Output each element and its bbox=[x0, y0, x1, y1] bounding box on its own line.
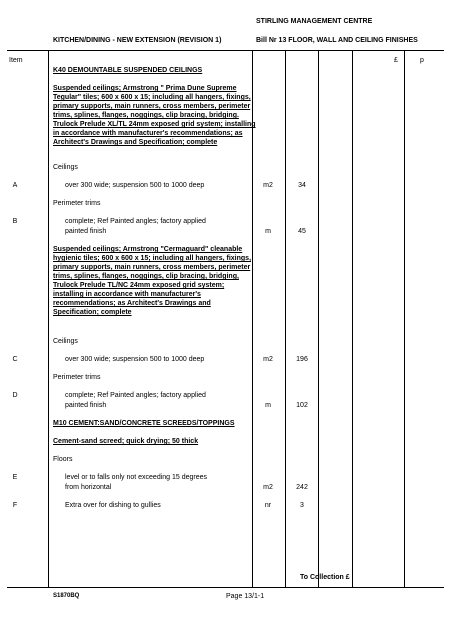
subheading-perimeter-trims-2: Perimeter trims bbox=[53, 374, 101, 381]
item-c-unit: m2 bbox=[263, 356, 273, 363]
item-a-unit: m2 bbox=[263, 182, 273, 189]
col-divider-pounds bbox=[404, 50, 405, 587]
item-d-description-line1: complete; Ref Painted angles; factory applied bbox=[65, 392, 206, 399]
item-b-description-line2: painted finish bbox=[65, 228, 107, 235]
item-a-description: over 300 wide; suspension 500 to 1000 deep bbox=[65, 182, 205, 189]
item-d-description-line2: painted finish bbox=[65, 402, 107, 409]
col-header-pence: p bbox=[420, 57, 424, 64]
section-m10-title: M10 CEMENT:SAND/CONCRETE SCREEDS/TOPPINGS bbox=[53, 420, 235, 427]
spec-cermaguard: Suspended ceilings; Armstrong "Cermaguard" cleanable hygienic tiles; 600 x 600 x 15; including all hangers, fixings, primary supports, main runners, cross members, perimeter trims, splines, flanges, noggings, clip bracing, bridging, Trulock Prelude TL/NC 24mm exposed grid system; installing in accordance with manufacturer's recommendations; as Architect's Drawings and Specification; complete bbox=[53, 246, 252, 316]
header-rule bbox=[7, 50, 444, 51]
item-b-unit: m bbox=[265, 228, 271, 235]
collection-rule bbox=[7, 587, 444, 588]
item-code-d: D bbox=[12, 392, 18, 399]
item-f-unit: nr bbox=[264, 502, 272, 509]
page-number: Page 13/1-1 bbox=[226, 593, 265, 600]
subheading-floors: Floors bbox=[53, 456, 73, 463]
item-e-quantity: 242 bbox=[296, 484, 308, 491]
col-header-pounds: £ bbox=[394, 57, 398, 64]
to-collection-label: To Collection £ bbox=[300, 574, 350, 581]
subheading-perimeter-trims: Perimeter trims bbox=[53, 200, 101, 207]
col-header-item: Item bbox=[9, 57, 23, 64]
item-code-a: A bbox=[12, 182, 18, 189]
item-d-quantity: 102 bbox=[296, 402, 308, 409]
item-f-description: Extra over for dishing to gullies bbox=[65, 502, 161, 509]
item-e-description-line1: level or to falls only not exceeding 15 degrees bbox=[65, 474, 208, 481]
item-b-description-line1: complete; Ref Painted angles; factory applied bbox=[65, 218, 206, 225]
item-c-quantity: 196 bbox=[296, 356, 308, 363]
spec-prima-dune: Suspended ceilings; Armstrong " Prima Dune Supreme Tegular" tiles; 600 x 600 x 15; including all hangers, fixings, primary supports, main runners, cross members, perimeter trims, splines, flanges, noggings, clip bracing, bridging. Trulock Prelude XL/TL 24mm exposed grid system; installing in accordance with manufacturer's recommendations; as Architect's Drawings and Specification; complete bbox=[53, 85, 256, 146]
item-d-unit: m bbox=[265, 402, 271, 409]
project-title: KITCHEN/DINING - NEW EXTENSION (REVISION 1) bbox=[53, 37, 222, 44]
item-code-b: B bbox=[12, 218, 18, 225]
bill-title: Bill Nr 13 FLOOR, WALL AND CEILING FINISHES bbox=[256, 37, 418, 44]
section-k40-title: K40 DEMOUNTABLE SUSPENDED CEILINGS bbox=[53, 67, 203, 74]
item-e-description-line2: from horizontal bbox=[65, 484, 112, 491]
item-c-description: over 300 wide; suspension 500 to 1000 deep bbox=[65, 356, 205, 363]
item-code-c: C bbox=[12, 356, 18, 363]
item-e-unit: m2 bbox=[263, 484, 273, 491]
item-code-e: E bbox=[12, 474, 18, 481]
col-divider-qty bbox=[318, 50, 319, 587]
item-b-quantity: 45 bbox=[298, 228, 306, 235]
subheading-ceilings: Ceilings bbox=[53, 164, 78, 171]
item-code-f: F bbox=[12, 502, 18, 509]
item-a-quantity: 34 bbox=[298, 182, 306, 189]
col-divider-rate bbox=[352, 50, 353, 587]
spec-cement-sand-screed: Cement-sand screed; quick drying; 50 thick bbox=[53, 438, 199, 445]
centre-name: STIRLING MANAGEMENT CENTRE bbox=[256, 18, 373, 25]
col-divider-item bbox=[48, 50, 49, 587]
document-ref: S1870BQ bbox=[53, 593, 80, 599]
item-f-quantity: 3 bbox=[300, 502, 304, 509]
subheading-ceilings-2: Ceilings bbox=[53, 338, 78, 345]
